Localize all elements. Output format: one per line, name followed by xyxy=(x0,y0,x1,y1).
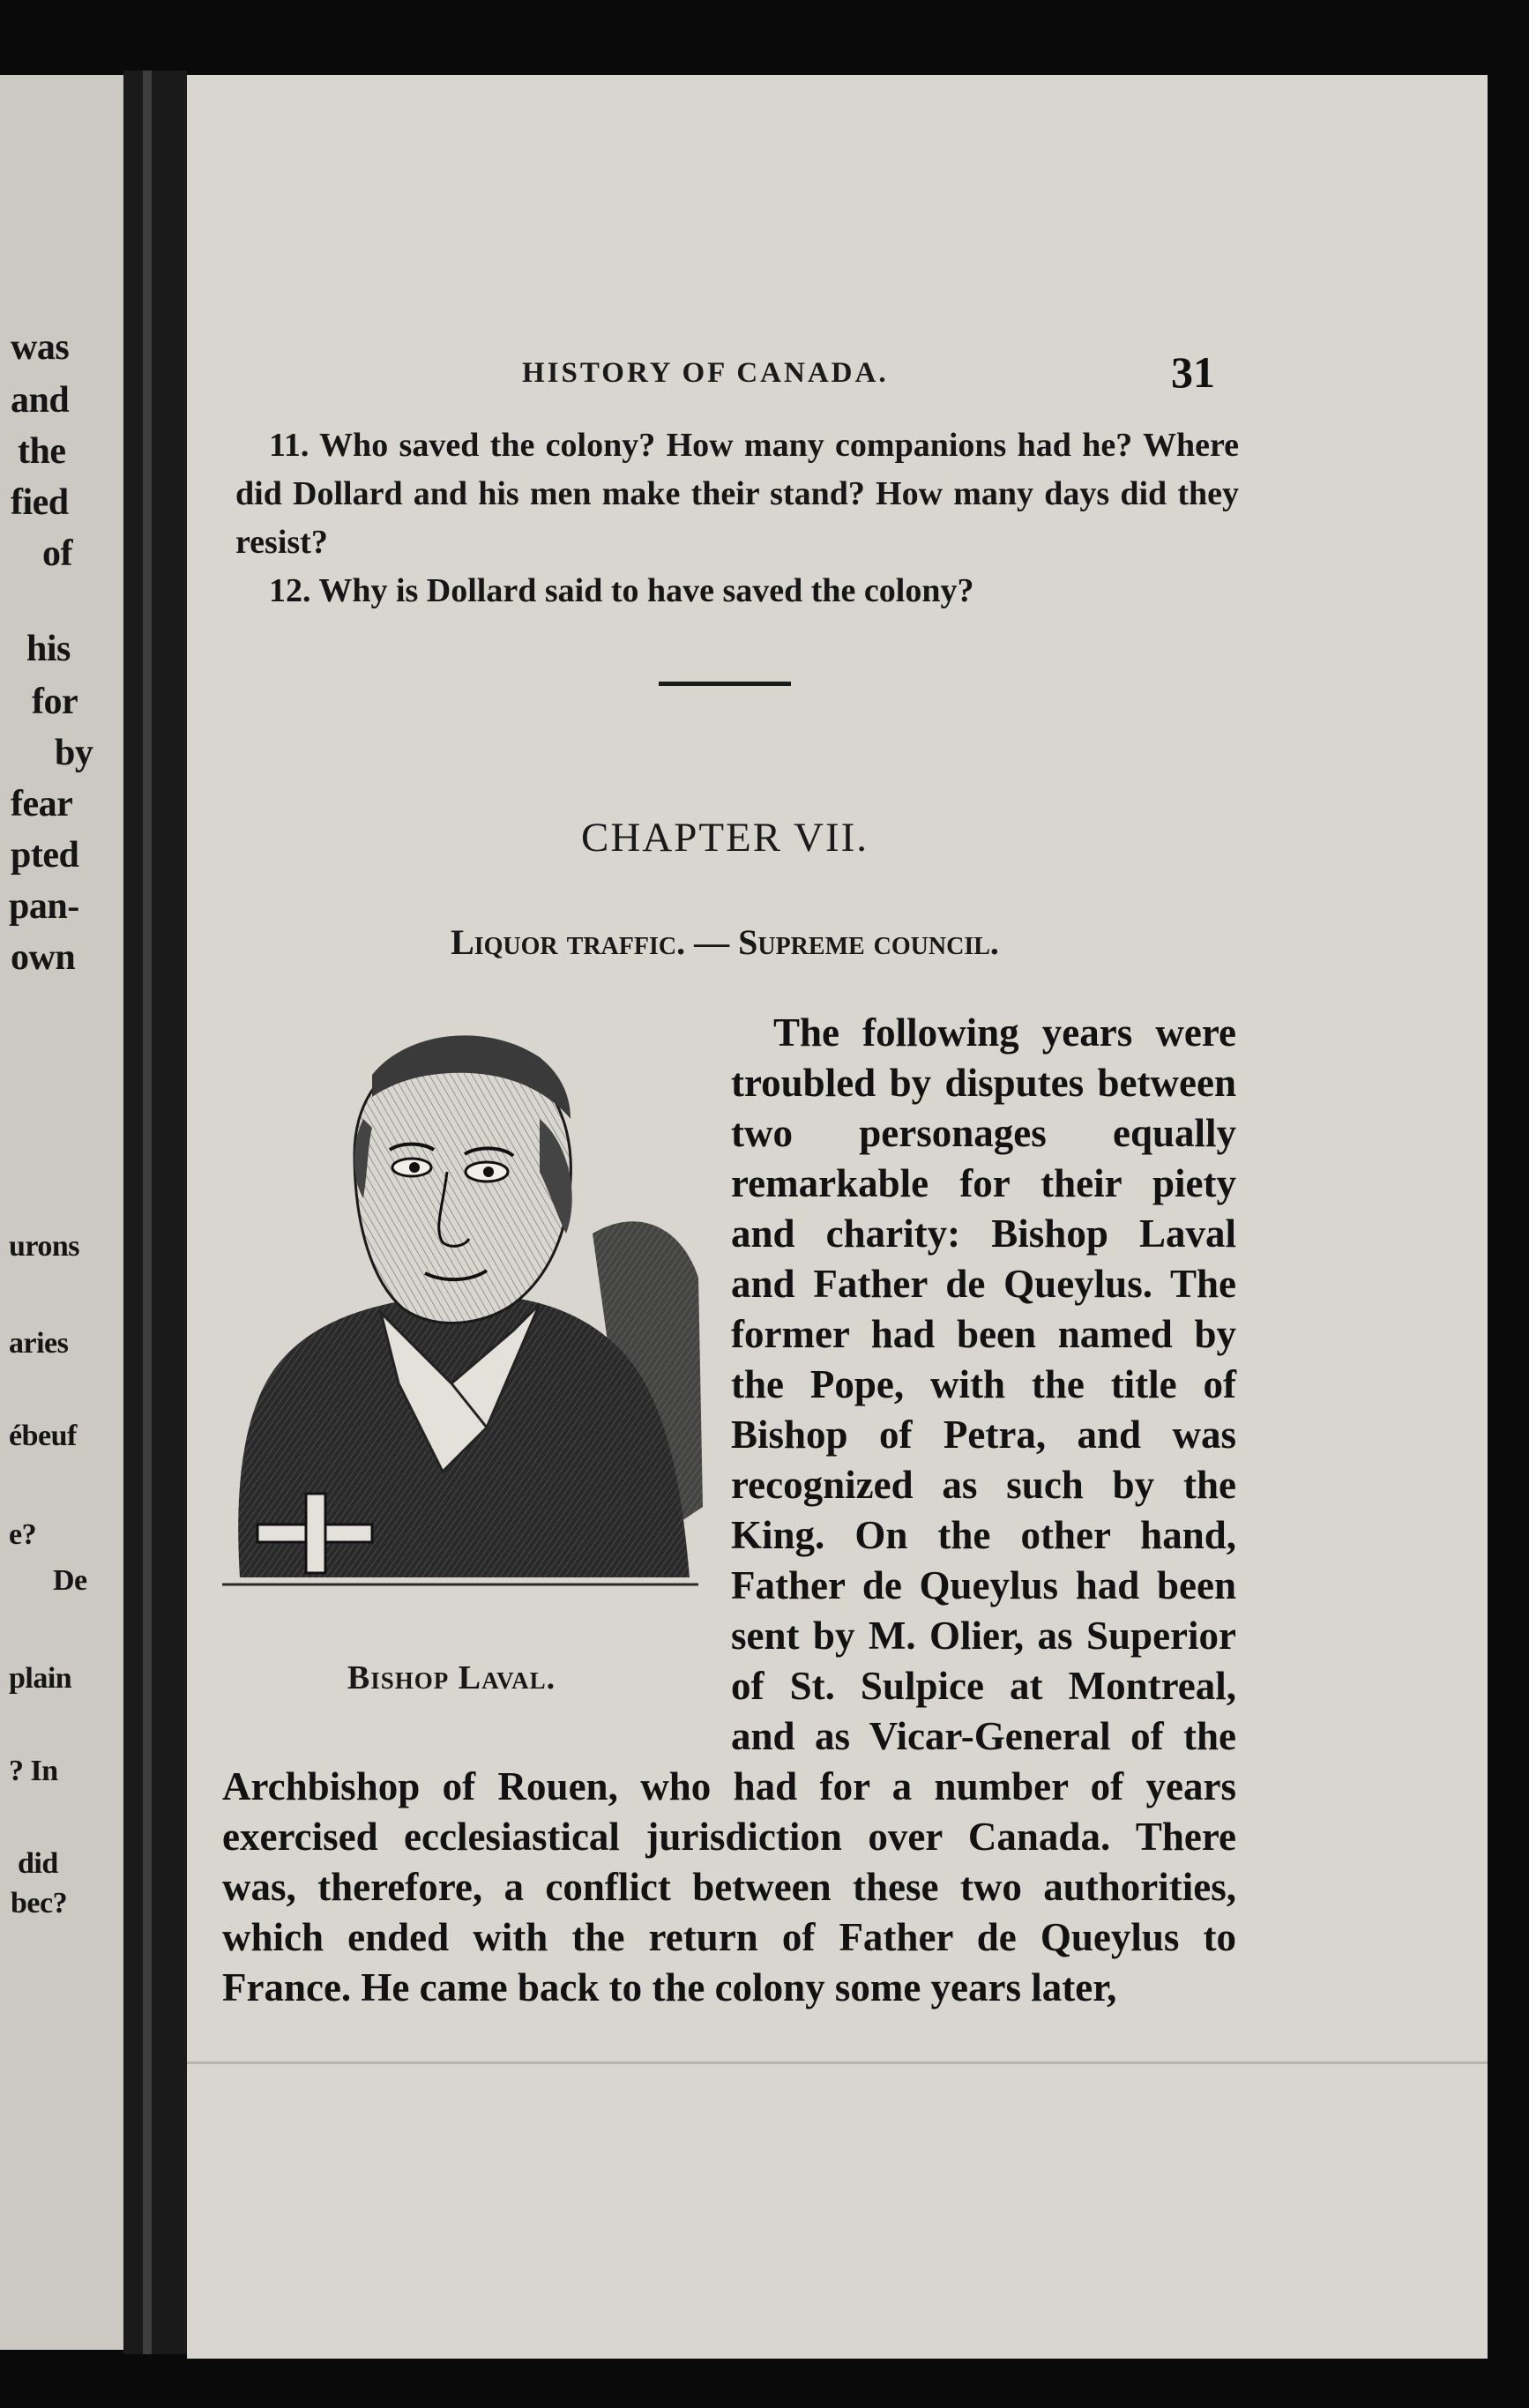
book-spine xyxy=(123,71,187,2354)
left-page-fragment: pted xyxy=(11,835,79,876)
left-page-fragment: was xyxy=(11,327,70,368)
left-page-fragment: pan- xyxy=(9,886,79,927)
question-11: 11. Who saved the colony? How many companions had he? Where did Dollard and his men make their stand? How many days did they resist? xyxy=(235,427,1239,561)
section-divider xyxy=(659,682,791,686)
left-page-fragment: plain xyxy=(9,1662,72,1695)
question-12: 12. Why is Dollard said to have saved the colony? xyxy=(269,572,974,609)
running-head: HISTORY OF CANADA. xyxy=(522,357,889,389)
page-content xyxy=(187,75,1488,2359)
left-facing-page xyxy=(0,75,123,2350)
left-page-fragment: did xyxy=(18,1847,58,1880)
left-page-fragment: for xyxy=(32,682,78,722)
left-page-fragment: ébeuf xyxy=(9,1420,77,1452)
left-page-fragment: of xyxy=(42,533,72,574)
spine-highlight xyxy=(143,71,152,2354)
chapter-body xyxy=(222,1008,1236,2013)
left-page-fragment: own xyxy=(11,937,76,978)
illustration-caption: Bishop Laval. xyxy=(347,1659,556,1696)
body-paragraph: The following years were troubled by disputes between two personages equally remarkable for their piety and charity: Bishop Laval and Father de Queylus. The former had been named by the Pope, with the title of Bishop of Petra, and was recognized as such by the King. On the other hand, Father de Queylus had been sent by M. Olier, as Superior of St. Sulpice at Montreal, and as Vicar-General of the Archbishop of Rouen, who had for a number of years exercised ecclesiastical jurisdiction over Canada. There was, therefore, a conflict between these two authorities, which ended with the return of Father de Queylus to France. He came back to the colony some years later, xyxy=(222,1010,1236,2009)
review-questions xyxy=(235,421,1239,615)
left-page-fragment: the xyxy=(18,431,66,472)
page-bottom-edge xyxy=(187,2061,1488,2064)
chapter-title: CHAPTER VII. xyxy=(580,815,869,861)
left-page-fragment: his xyxy=(26,629,71,669)
portrait-illustration xyxy=(222,1013,712,1745)
page-number: 31 xyxy=(1171,347,1215,397)
bishop-laval-engraving xyxy=(222,1013,712,1613)
left-page-fragment: e? xyxy=(9,1518,37,1551)
left-page-fragment: bec? xyxy=(11,1887,68,1920)
left-page-fragment: fear xyxy=(11,784,73,824)
left-page-fragment: fied xyxy=(11,482,69,523)
left-page-fragment: aries xyxy=(9,1327,69,1360)
left-page-fragment: De xyxy=(53,1564,87,1597)
left-page-fragment: ? In xyxy=(9,1755,58,1787)
chapter-subtitle: Liquor traffic. — Supreme council. xyxy=(451,922,999,962)
left-page-fragment: by xyxy=(55,733,93,773)
left-page-fragment: and xyxy=(11,380,70,421)
left-page-fragment: urons xyxy=(9,1230,80,1263)
book-page xyxy=(187,75,1488,2359)
left-page-text-fragments xyxy=(0,75,123,2350)
